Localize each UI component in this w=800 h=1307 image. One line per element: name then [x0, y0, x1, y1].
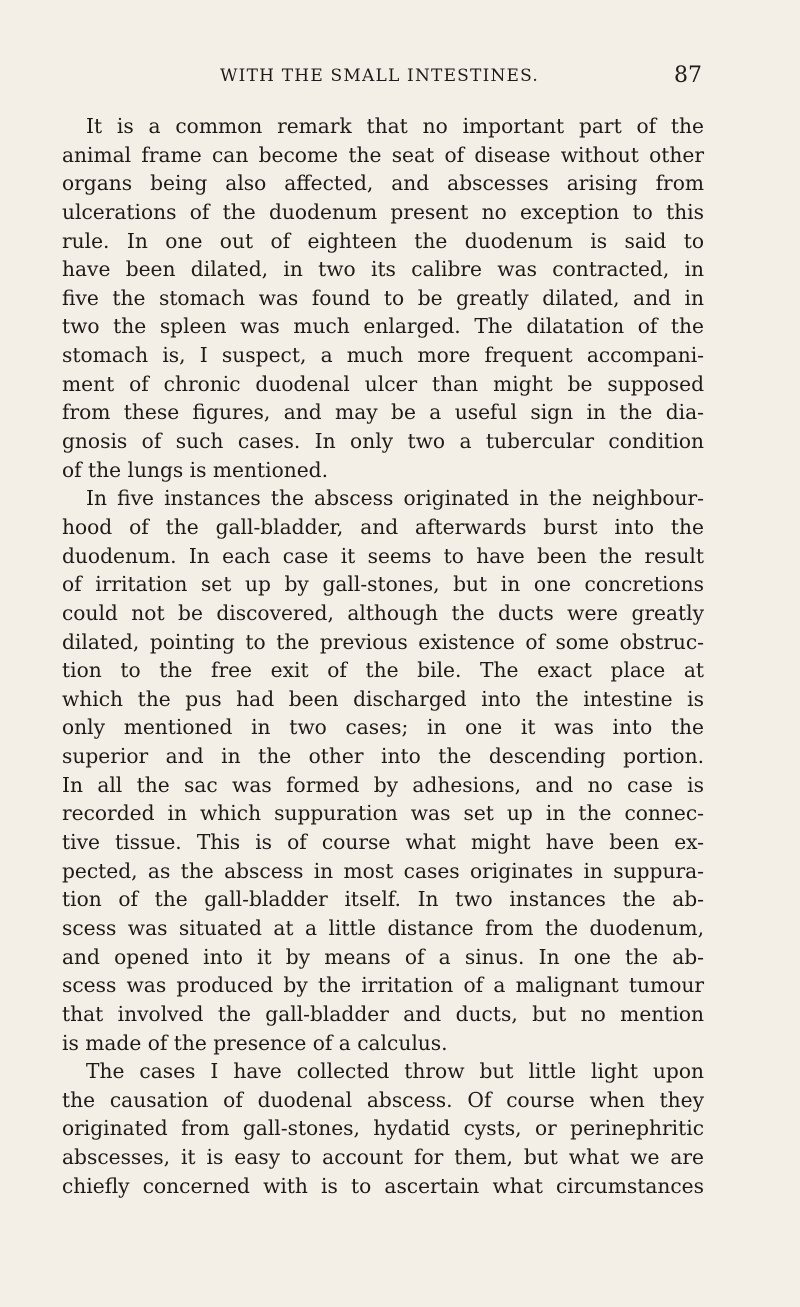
- text-line: could not be discovered, although the ducts were greatly: [62, 600, 704, 625]
- text-line: It is a common remark that no important part of the: [86, 114, 704, 138]
- text-line: which the pus had been discharged into the intestine is: [62, 686, 704, 711]
- text-line: In all the sac was formed by adhesions, and no case is: [62, 772, 704, 797]
- text-line: In five instances the abscess originated in the neighbour-: [86, 486, 704, 511]
- running-head: [62, 63, 702, 96]
- text-line: rule. In one out of eighteen the duodenum is said to: [62, 228, 704, 253]
- text-line: and opened into it by means of a sinus. In one the ab-: [62, 944, 704, 969]
- running-title: WITH THE SMALL INTESTINES.: [220, 66, 540, 86]
- text-line: originated from gall-stones, hydatid cysts, or perinephritic: [62, 1116, 704, 1141]
- text-line: is made of the presence of a calculus.: [62, 1030, 448, 1055]
- text-line: scess was situated at a little distance from the duodenum,: [62, 915, 704, 940]
- text-line: tive tissue. This is of course what might have been ex-: [62, 830, 704, 855]
- text-line: the causation of duodenal abscess. Of course when they: [62, 1087, 704, 1112]
- body-text: [62, 112, 704, 1200]
- text-line: gnosis of such cases. In only two a tubercular condition: [62, 429, 704, 454]
- text-line: The cases I have collected throw but little light upon: [86, 1059, 704, 1084]
- text-line: hood of the gall-bladder, and afterwards burst into the: [62, 514, 704, 539]
- text-line: superior and in the other into the descending portion.: [62, 744, 704, 769]
- paragraph: [62, 484, 704, 1057]
- paragraph: [62, 112, 704, 484]
- text-line: ment of chronic duodenal ulcer than might be supposed: [62, 371, 704, 396]
- text-line: only mentioned in two cases; in one it was into the: [62, 715, 704, 740]
- text-line: chiefly concerned with is to ascertain what circumstances: [62, 1173, 704, 1198]
- text-line: abscesses, it is easy to account for them, but what we are: [62, 1145, 704, 1170]
- page-number: 87: [674, 63, 702, 88]
- text-line: of irritation set up by gall-stones, but in one concretions: [62, 572, 704, 597]
- text-line: of the lungs is mentioned.: [62, 457, 329, 482]
- text-line: that involved the gall-bladder and ducts, but no mention: [62, 1001, 704, 1026]
- text-line: have been dilated, in two its calibre was contracted, in: [62, 257, 704, 282]
- text-line: scess was produced by the irritation of a malignant tumour: [62, 973, 704, 998]
- text-line: stomach is, I suspect, a much more frequent accompani-: [62, 343, 704, 368]
- text-line: tion to the free exit of the bile. The exact place at: [62, 658, 704, 683]
- paragraph: [62, 1057, 704, 1200]
- text-line: tion of the gall-bladder itself. In two instances the ab-: [62, 887, 704, 912]
- text-line: from these figures, and may be a useful sign in the dia-: [62, 400, 704, 425]
- text-line: organs being also affected, and abscesses arising from: [62, 171, 704, 196]
- text-line: pected, as the abscess in most cases originates in suppura-: [62, 858, 704, 883]
- text-line: recorded in which suppuration was set up in the connec-: [62, 801, 704, 826]
- text-line: five the stomach was found to be greatly dilated, and in: [62, 285, 704, 310]
- text-line: duodenum. In each case it seems to have been the result: [62, 543, 704, 568]
- text-line: ulcerations of the duodenum present no exception to this: [62, 199, 704, 224]
- text-line: two the spleen was much enlarged. The dilatation of the: [62, 314, 704, 339]
- text-line: animal frame can become the seat of disease without other: [62, 142, 704, 167]
- text-line: dilated, pointing to the previous existence of some obstruc-: [62, 629, 704, 654]
